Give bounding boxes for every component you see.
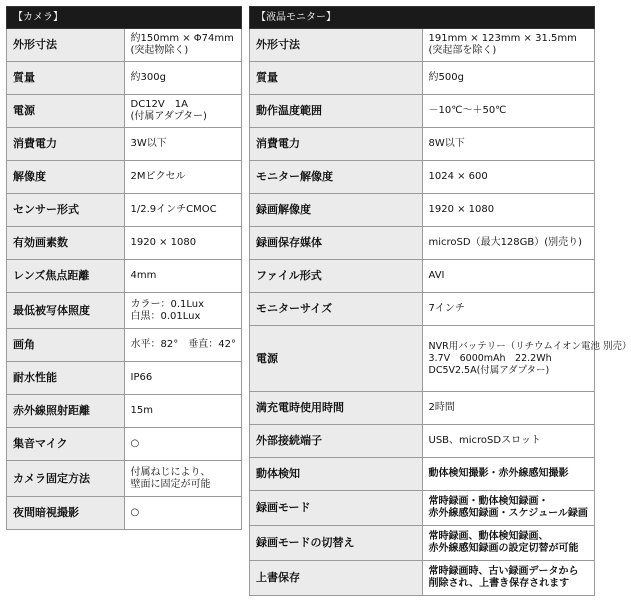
spec-label: レンズ焦点距離 [7,260,125,293]
spec-value: 赤外線感知録画の設定切替が可能 [428,543,579,554]
spec-value: NVR用バッテリー（リチウムイオン電池 別売） [428,340,631,352]
spec-value: 2時間 [428,402,455,413]
spec-label: 赤外線照射距離 [7,395,125,428]
spec-label: 集音マイク [7,428,125,461]
table-row [7,29,242,62]
table-row [7,227,242,260]
spec-label: 消費電力 [7,128,125,161]
spec-label: 電源 [250,326,423,392]
spec-label: 消費電力 [250,128,423,161]
spec-value: (突起物除く) [130,45,189,56]
spec-label: 耐水性能 [7,362,125,395]
table-row [250,161,595,194]
spec-value: 壁面に固定が可能 [130,478,211,490]
spec-value: 常時録画時、古い録画データから [428,566,579,577]
spec-label: 解像度 [7,161,125,194]
spec-label: 質量 [7,62,125,95]
table-row [250,194,595,227]
table-row [250,95,595,128]
table-row [7,128,242,161]
spec-value: 白黒：0.01Lux [130,310,201,322]
table-row [250,293,595,326]
monitor-spec-table [249,6,631,596]
spec-label: 外形寸法 [250,29,423,62]
spec-value: 7インチ [428,303,465,314]
circle-mark-icon: ○ [130,438,140,449]
spec-value: －10℃～＋50℃ [428,105,507,116]
spec-label: ファイル形式 [250,260,423,293]
spec-label: 夜間暗視撮影 [7,497,125,530]
spec-label: 有効画素数 [7,227,125,260]
spec-value: 1024 × 600 [428,171,488,182]
table-row [250,29,595,62]
spec-label: 画角 [7,329,125,362]
spec-value: DC12V 1A [130,99,188,110]
table-row [7,161,242,194]
spec-label: 録画モードの切替え [250,526,423,561]
table-row [250,458,595,491]
table-row [250,326,595,392]
spec-value: AVI [428,270,445,281]
spec-label: モニターサイズ [250,293,423,326]
spec-label: 質量 [250,62,423,95]
spec-label: 動体検知 [250,458,423,491]
spec-label: 電源 [7,95,125,128]
spec-value: 4mm [130,270,157,281]
table-row [7,428,242,461]
table-row [250,561,595,596]
spec-value: 常時録画、動体検知録画、 [428,531,549,542]
spec-label: 最低被写体照度 [7,293,125,329]
spec-value: (付属アダプター) [130,111,207,122]
table-row [7,461,242,497]
spec-value: 2Mピクセル [130,171,186,182]
spec-value: カラー：0.1Lux [130,298,205,310]
table-row [7,194,242,227]
spec-value: microSD（最大128GB）(別売り) [428,237,583,248]
spec-label: センサー形式 [7,194,125,227]
spec-value: 1920 × 1080 [428,204,495,215]
spec-value: USB、microSDスロット [428,435,541,446]
spec-label: 満充電時使用時間 [250,392,423,425]
table-row [7,362,242,395]
table-row [7,395,242,428]
table-row [7,260,242,293]
spec-value: 削除され、上書き保存されます [428,578,570,589]
monitor-table-title: 【液晶モニター】 [250,7,595,29]
spec-value: IP66 [130,372,153,383]
table-row [250,526,595,561]
table-row [250,260,595,293]
table-row [7,497,242,530]
spec-value: 赤外線感知録画・スケジュール録画 [428,508,588,519]
spec-label: 動作温度範囲 [250,95,423,128]
spec-value: 約150mm × Φ74mm [130,33,234,44]
spec-value: 3.7V 6000mAh 22.2Wh [428,352,552,364]
spec-label: 録画解像度 [250,194,423,227]
spec-label: モニター解像度 [250,161,423,194]
camera-table-title: 【カメラ】 [7,7,242,29]
spec-value: 3W以下 [130,138,167,149]
camera-spec-table [6,6,242,530]
spec-value: 約500g [428,72,464,83]
table-row [250,62,595,95]
spec-value: 約300g [130,72,166,83]
table-row [7,329,242,362]
spec-label: 録画保存媒体 [250,227,423,260]
table-row [7,95,242,128]
table-row [250,128,595,161]
spec-value: 付属ねじにより、 [130,466,211,478]
table-row [250,425,595,458]
spec-value: 1/2.9インチCMOC [130,204,217,215]
spec-label: 外形寸法 [7,29,125,62]
table-row [250,392,595,425]
table-row [7,62,242,95]
spec-value: 15m [130,405,153,416]
table-row [7,293,242,329]
spec-value: 191mm × 123mm × 31.5mm [428,33,577,44]
spec-value: 8W以下 [428,138,465,149]
spec-label: 録画モード [250,491,423,526]
spec-value: 動体検知撮影・赤外線感知撮影 [428,468,569,479]
spec-value: (突起部を除く) [428,45,497,56]
spec-label: 上書保存 [250,561,423,596]
table-row [250,491,595,526]
spec-label: カメラ固定方法 [7,461,125,497]
table-row [250,227,595,260]
spec-value: 常時録画・動体検知録画・ [428,496,549,507]
spec-value: 水平：82° 垂直：42° [130,339,236,350]
spec-value: 1920 × 1080 [130,237,197,248]
spec-value: DC5V2.5A(付属アダプター) [428,364,550,376]
circle-mark-icon: ○ [130,507,140,518]
spec-label: 外部接続端子 [250,425,423,458]
